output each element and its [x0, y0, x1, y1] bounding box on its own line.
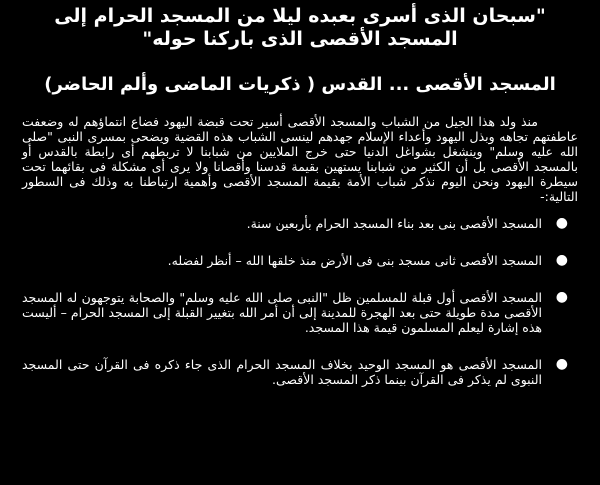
list-item-text: المسجد الأقصى أول قبلة للمسلمين ظل "النبى صلى الله عليه وسلم" والصحابة يتوجهون له المسجد الأقصى مدة طويلة حتى بعد الهجرة للمدينة إلى أن أمر الله بتغيير القبلة إلى المسجد الحرام – أليست هذه إشارة ليعلم المسلمون قيمة هذا المسجد. — [22, 290, 542, 335]
bullet-icon: ● — [555, 289, 568, 305]
verse-line-1: "سبحان الذى أسرى بعبده ليلا من المسجد الحرام إلى — [54, 5, 546, 27]
list-item-text: المسجد الأقصى هو المسجد الوحيد بخلاف المسجد الحرام الذى جاء ذكره فى القرآن حتى المسجد النبوى لم يذكر فى القرآن بينما ذكر المسجد الأقصى. — [22, 357, 542, 387]
list-item — [22, 357, 578, 387]
intro-paragraph: منذ ولد هذا الجيل من الشباب والمسجد الأقصى أسير تحت قبضة اليهود فضاع انتماؤهم له وضعفت عاطفتهم تجاهه وبذل اليهود وأعداء الإسلام جهدهم لينسى الشباب هذه القضية ويضحى بمسرى النبى "صلى الله عليه وسلم" وينشغل بشواغل الدنيا حتى خرج الملايين من شبابنا لا تربطهم أى رابطة بالقدس أو بالمسجد الأقصى بل أن الكثير من شبابنا يستهين بقيمة قدسنا وأقصانا ولا يرى أى مشكلة فى بقائهما تحت سيطرة اليهود ونحن اليوم نذكر شباب الأمة بقيمة المسجد الأقصى وأهمية ارتباطنا به وذلك فى السطور التالية:- — [22, 114, 578, 204]
verse-line-2: المسجد الأقصى الذى باركنا حوله" — [142, 28, 458, 50]
section-heading: المسجد الأقصى ... القدس ( ذكريات الماضى وألم الحاضر) — [44, 74, 556, 95]
list-item-text: المسجد الأقصى ثانى مسجد بنى فى الأرض منذ خلقها الله – أنظر لفضله. — [167, 253, 542, 268]
list-item — [22, 253, 578, 268]
list-item — [22, 290, 578, 335]
bullet-icon: ● — [555, 215, 568, 231]
bullet-icon: ● — [555, 356, 568, 372]
list-item-text: المسجد الأقصى بنى بعد بناء المسجد الحرام بأربعين سنة. — [246, 216, 542, 231]
points-list — [22, 216, 578, 387]
list-item — [22, 216, 578, 231]
bullet-icon: ● — [555, 252, 568, 268]
